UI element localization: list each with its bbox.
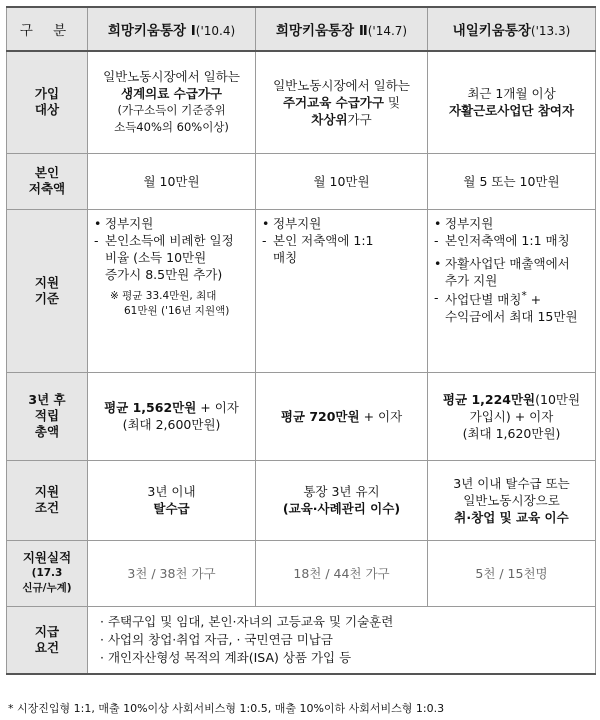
header-col3: 내일키움통장('13.3) — [428, 7, 596, 51]
eligibility-col3: 최근 1개월 이상 자활근로사업단 참여자 — [428, 51, 596, 153]
conditions-col2: 통장 3년 유지 (교육·사례관리 이수) — [256, 460, 428, 540]
savings-col2: 월 10만원 — [256, 153, 428, 209]
conditions-col1: 3년 이내 탈수급 — [88, 460, 256, 540]
eligibility-col1: 일반노동시장에서 일하는 생계의료 수급가구 (가구소득이 기준중위 소득40%의 60%이상) — [88, 51, 256, 153]
row-label-performance: 지원실적 (17.3 신규/누계) — [7, 540, 88, 606]
savings-col3: 월 5 또는 10만원 — [428, 153, 596, 209]
list-item: • 정부지원 — [434, 215, 591, 232]
eligibility-col2: 일반노동시장에서 일하는 주거교육 수급가구 및 차상위가구 — [256, 51, 428, 153]
header-category: 구 분 — [7, 7, 88, 51]
row-eligibility — [7, 51, 596, 153]
list-item: · 사업의 창업·취업 자금, · 국민연금 미납금 — [100, 631, 333, 647]
footnote: * 시장진입형 1:1, 매출 10%이상 사회서비스형 1:0.5, 매출 10%이하 사회서비스형 1:0.3 — [8, 702, 445, 715]
total-col2: 평균 720만원 + 이자 — [256, 372, 428, 460]
header-col2: 희망키움통장 Ⅱ('14.7) — [256, 7, 428, 51]
row-requirements — [7, 606, 596, 674]
total-col3: 평균 1,224만원(10만원 가입시) + 이자 (최대 1,620만원) — [428, 372, 596, 460]
comparison-table — [6, 6, 596, 675]
criteria-note: ※ 평균 33.4만원, 최대 61만원 ('16년 지원액) — [110, 289, 230, 317]
performance-col2: 18천 / 44천 가구 — [256, 540, 428, 606]
row-savings — [7, 153, 596, 209]
performance-col1: 3천 / 38천 가구 — [88, 540, 256, 606]
row-label-total: 3년 후 적립 총액 — [7, 372, 88, 460]
row-label-requirements: 지급 요건 — [7, 606, 88, 674]
list-item: - 본인 저축액에 1:1 매칭 — [262, 232, 423, 266]
row-label-criteria: 지원 기준 — [7, 209, 88, 372]
performance-col3: 5천 / 15천명 — [428, 540, 596, 606]
requirements-content — [88, 606, 596, 674]
savings-col1: 월 10만원 — [88, 153, 256, 209]
header-row — [7, 7, 596, 51]
row-label-savings: 본인 저축액 — [7, 153, 88, 209]
list-item: • 정부지원 — [94, 215, 251, 232]
row-criteria — [7, 209, 596, 372]
list-item: - 본인소득에 비례한 일정 비율 (소득 10만원 증가시 8.5만원 추가) — [94, 232, 251, 283]
list-item: · 개인자산형성 목적의 계좌(ISA) 상품 가입 등 — [100, 649, 352, 665]
row-performance — [7, 540, 596, 606]
list-item: - 본인저축액에 1:1 매칭 — [434, 232, 591, 249]
list-item: · 주택구입 및 임대, 본인·자녀의 고등교육 및 기술훈련 — [100, 613, 394, 629]
header-col1: 희망키움통장 Ⅰ('10.4) — [88, 7, 256, 51]
row-label-eligibility: 가입 대상 — [7, 51, 88, 153]
row-total — [7, 372, 596, 460]
criteria-col1 — [88, 209, 256, 372]
criteria-col3 — [428, 209, 596, 372]
list-item: • 자활사업단 매출액에서 추가 지원 — [434, 255, 591, 289]
row-label-conditions: 지원 조건 — [7, 460, 88, 540]
list-item: - 사업단별 매칭* + 수익금에서 최대 15만원 — [434, 289, 591, 325]
criteria-col2 — [256, 209, 428, 372]
total-col1: 평균 1,562만원 + 이자 (최대 2,600만원) — [88, 372, 256, 460]
conditions-col3: 3년 이내 탈수급 또는 일반노동시장으로 취·창업 및 교육 이수 — [428, 460, 596, 540]
row-conditions — [7, 460, 596, 540]
list-item: • 정부지원 — [262, 215, 423, 232]
